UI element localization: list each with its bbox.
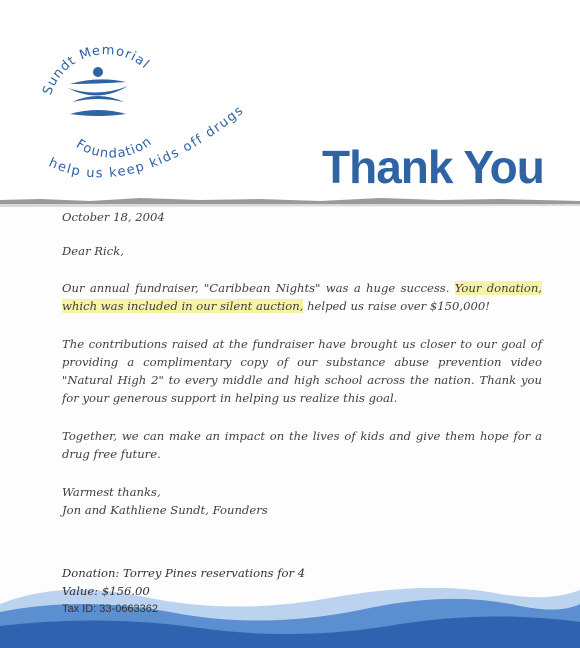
paragraph-1-end: helped us raise over $150,000!: [303, 299, 490, 313]
letter-signature: Jon and Kathliene Sundt, Founders: [62, 503, 268, 517]
paragraph-1-intro: Our annual fundraiser, "Caribbean Nights" was a huge success.: [62, 281, 455, 295]
donation-details: [62, 564, 305, 618]
letter-salutation: Dear Rick,: [62, 244, 124, 258]
logo-tagline: help us keep kids off drugs: [46, 102, 248, 182]
highlighted-text: Your donation, which was included in our silent auction,: [62, 281, 542, 313]
tax-id: [62, 600, 305, 618]
page-title: Thank You: [322, 141, 544, 193]
logo-org-name-bottom: Foundation: [73, 134, 156, 162]
paragraph-2: The contributions raised at the fundraiser have brought us closer to our goal of providing a complimentary copy of our substance abuse prevention video "Natural High 2" to every middle and high school across the nation. Thank you for your generous support in helping us realize this goal.: [62, 337, 542, 405]
letterhead: [0, 0, 580, 200]
tax-id-value: 33-0663362: [99, 603, 159, 615]
foundation-logo: [28, 20, 298, 210]
tax-id-label: Tax ID:: [62, 603, 97, 615]
donation-line: Donation: Torrey Pines reservations for 4: [62, 566, 306, 580]
donation-value: Value: $156.00: [62, 584, 150, 598]
logo-org-name-top: Sundt Memorial: [40, 43, 153, 98]
paragraph-3: Together, we can make an impact on the lives of kids and give them hope for a drug free future.: [62, 429, 542, 461]
letter-date: October 18, 2004: [62, 210, 165, 224]
paragraph-1: [62, 279, 542, 315]
logo-figure-icon: [68, 67, 128, 116]
letter-body: [62, 208, 542, 519]
letter-closing: Warmest thanks,: [62, 485, 161, 499]
